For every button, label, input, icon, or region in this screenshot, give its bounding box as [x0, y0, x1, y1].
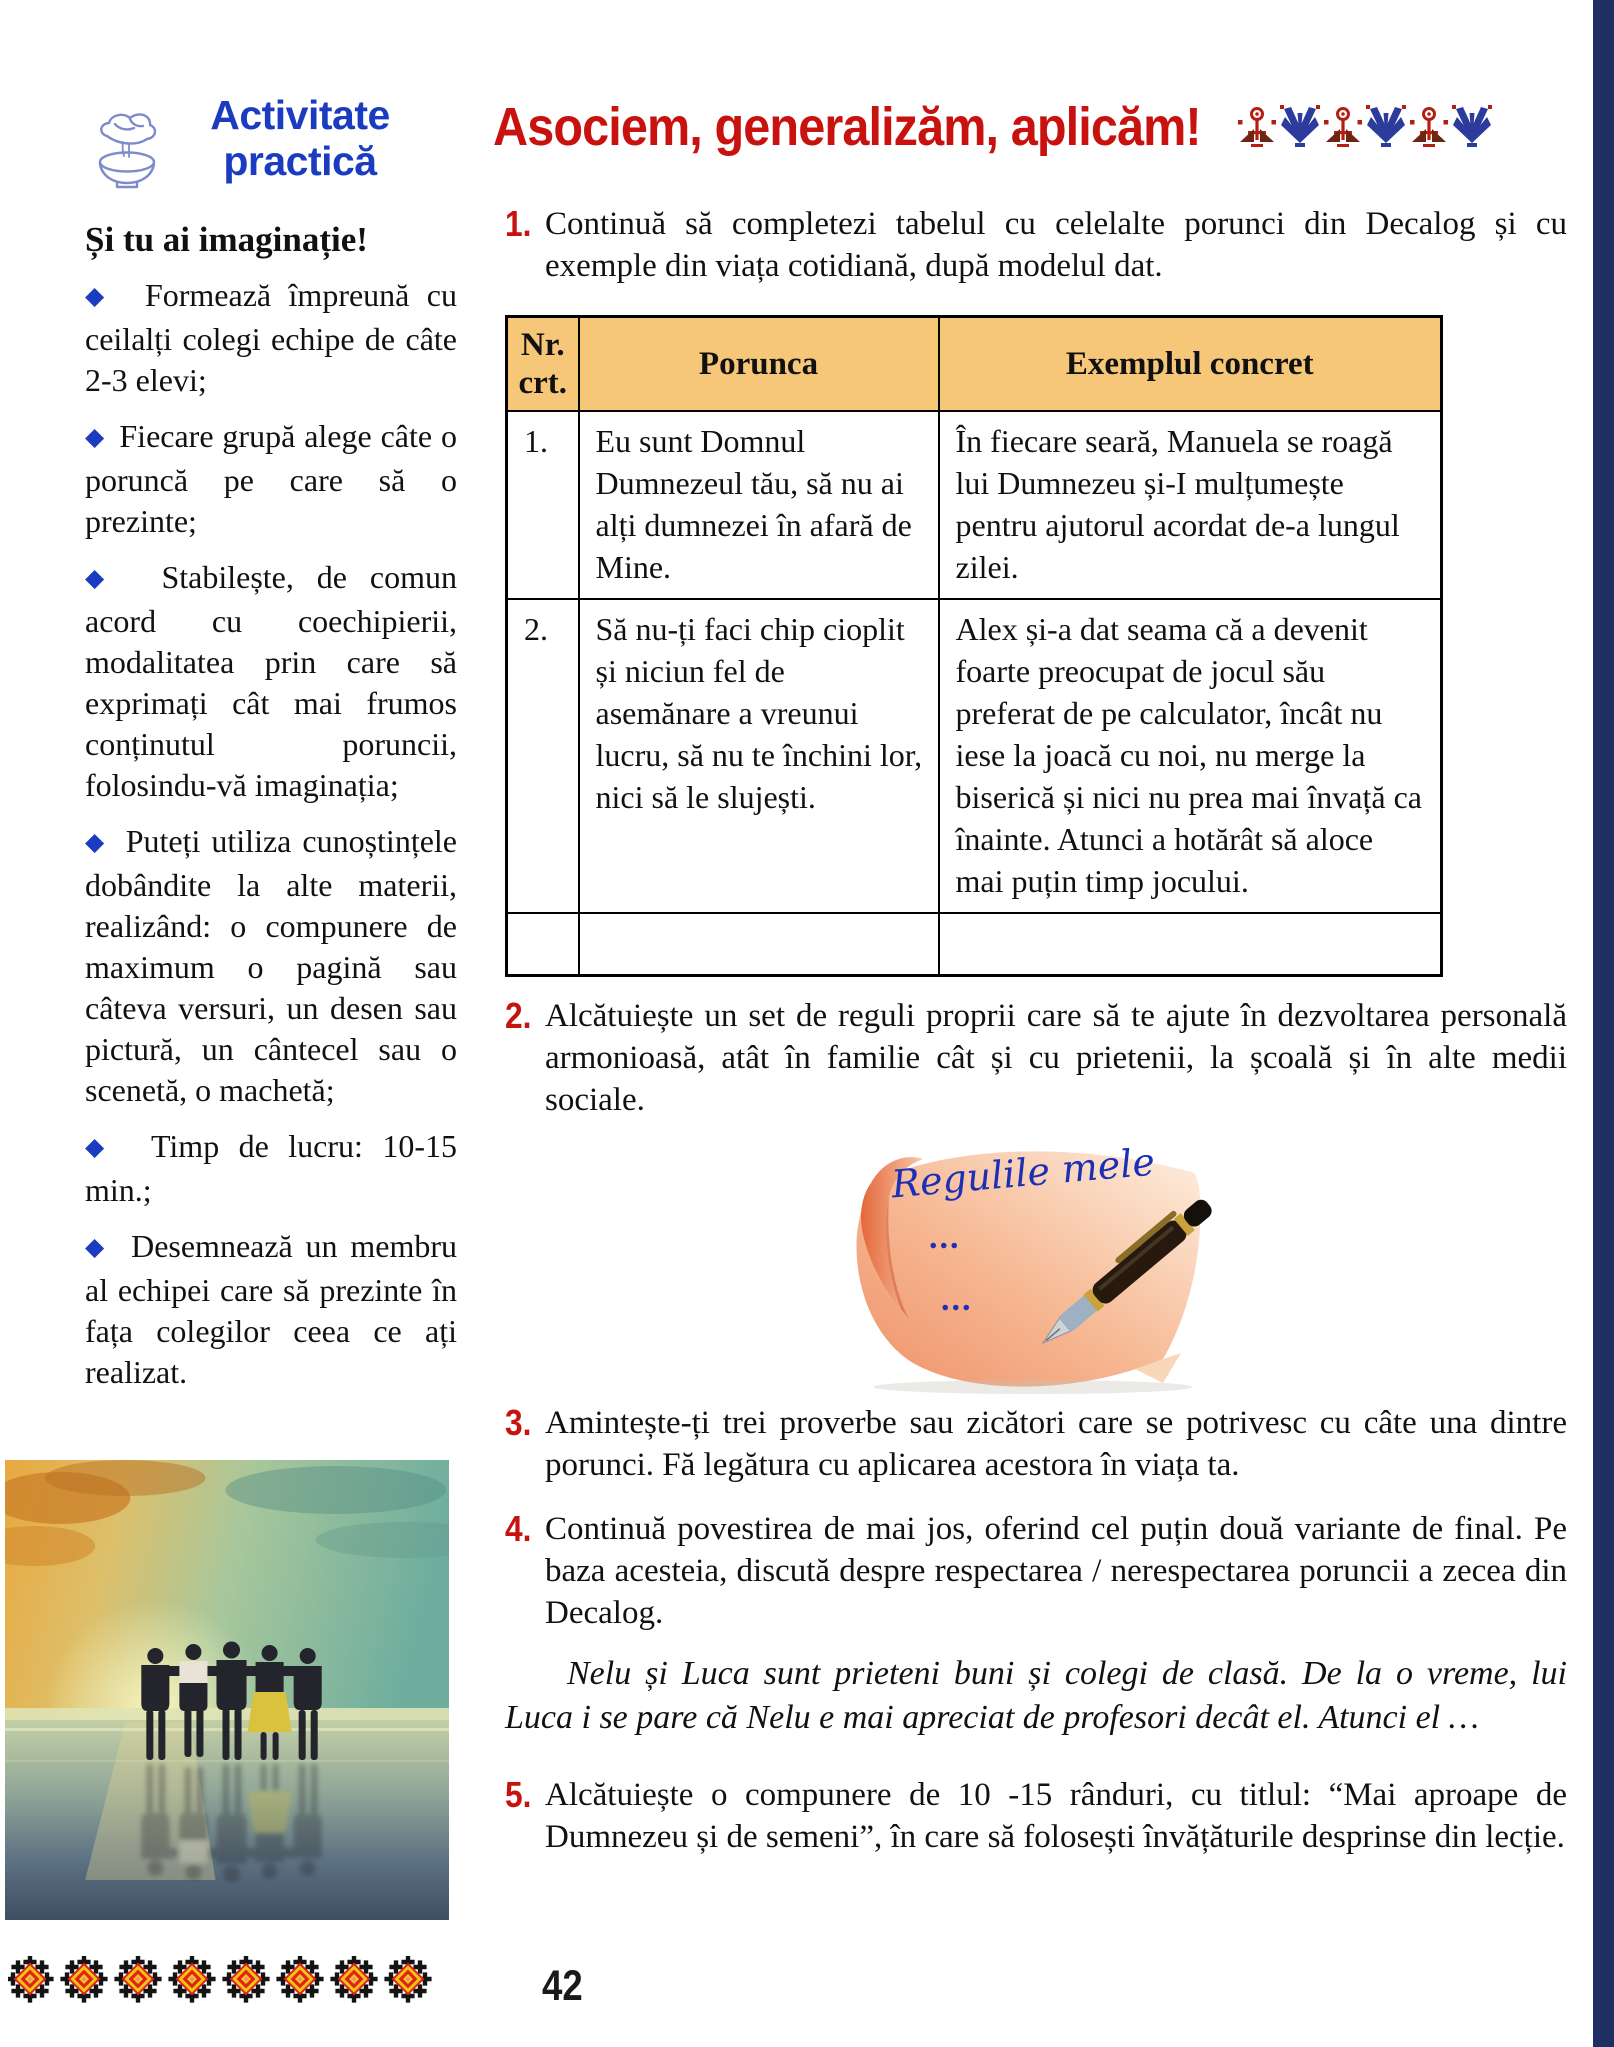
activity-header: [85, 92, 457, 190]
exercise-number: 1.: [505, 203, 532, 244]
folk-border-ornament: [1237, 103, 1495, 157]
table-row: [507, 411, 1442, 599]
scroll-placeholder-line: ...: [941, 1281, 973, 1318]
decalog-table: [505, 315, 1443, 977]
cell-porunca: [579, 913, 939, 976]
exercise-text: Amintește-ți trei proverbe sau zicători care se potrivesc cu câte una dintre porunci. Fă legătura cu aplicarea acestora în viața ta.: [545, 1405, 1567, 1483]
cell-nr: 2.: [507, 599, 579, 913]
exercise-item-1: [505, 203, 1567, 287]
exercise-text: Alcătuiește un set de reguli proprii care să te ajute în dezvoltarea personală armonioasă, atât în familie cât și cu prietenii, la școală și în alte medii sociale.: [545, 998, 1567, 1118]
sidebar-heading: Și tu ai imaginație!: [85, 220, 368, 259]
practice-step: ◆ Timp de lucru: 10-15 min.;: [85, 1126, 457, 1211]
page-number: 42: [542, 1962, 583, 2010]
table-row: [507, 599, 1442, 913]
practice-step: ◆ Puteți utiliza cunoștințele dobândite la alte materii, realizând: o compunere de maximum o pagină sau câteva versuri, un desen sau pictură, un cântecel sau o scenetă, o machetă;: [85, 821, 457, 1111]
exercise-item-5: [505, 1774, 1567, 1858]
hand-washing-icon: [85, 106, 177, 190]
scroll-placeholder-line: ...: [929, 1219, 961, 1256]
practice-step: ◆ Formează împreună cu ceilalți colegi echipe de câte 2-3 elevi;: [85, 275, 457, 401]
exercise-item-4: [505, 1508, 1567, 1634]
table-header-row: [507, 317, 1442, 412]
exercise-number: 3.: [505, 1402, 532, 1443]
exercise-text: Continuă să completezi tabelul cu celelalte porunci din Decalog și cu exemple din viața cotidiană, după modelul dat.: [545, 206, 1567, 284]
cell-exemplu: Alex și-a dat seama că a devenit foarte preocupat de jocul său preferat de pe calculator, încât nu iese la joacă cu noi, nu merge la biserică și nici nu prea mai învață ca înainte. Atunci a hotărât să aloce mai puțin timp jocului.: [939, 599, 1442, 913]
exercise-number: 5.: [505, 1774, 532, 1815]
practice-step: ◆ Fiecare grupă alege câte o poruncă pe care să o prezinte;: [85, 416, 457, 542]
exercises-section: [493, 95, 1567, 1858]
activity-title: [185, 92, 415, 184]
exercise-number: 2.: [505, 995, 532, 1036]
exercise-number: 4.: [505, 1508, 532, 1549]
activity-title-line2: practică: [223, 138, 377, 184]
page-edge-bar: [1593, 0, 1614, 2047]
table-row-empty: [507, 913, 1442, 976]
section-title-row: [493, 95, 1567, 161]
exercise-text: Alcătuiește o compunere de 10 -15 rânduri, cu titlul: “Mai aproape de Dumnezeu și de semeni”, în care să folosești învățăturile desprinse din lecție.: [545, 1777, 1567, 1855]
exercise-item-2: [505, 995, 1567, 1121]
cell-porunca: Eu sunt Domnul Dumnezeul tău, să nu ai alți dumnezei în afară de Mine.: [579, 411, 939, 599]
cell-exemplu: [939, 913, 1442, 976]
scroll-title: Regulile mele: [889, 1139, 1157, 1207]
cell-nr: [507, 913, 579, 976]
practice-step: ◆ Stabilește, de comun acord cu coechipierii, modalitatea prin care să exprimați cât mai frumos conținutul poruncii, folosindu-vă imaginația;: [85, 557, 457, 806]
section-title: Asociem, generalizăm, aplicăm!: [493, 97, 1201, 157]
table-header-nr: Nr. crt.: [507, 317, 579, 412]
rules-scroll-illustration: [743, 1131, 1213, 1396]
beach-friends-photo: [5, 1460, 449, 1920]
table-header-exemplu: Exemplul concret: [939, 317, 1442, 412]
exercise-text: Continuă povestirea de mai jos, oferind cel puțin două variante de final. Pe baza acesteia, discută despre respectarea / nerespectarea poruncii a zecea din Decalog.: [545, 1511, 1567, 1631]
practice-activity-sidebar: [85, 92, 457, 1393]
folk-footer-ornament: [8, 1956, 444, 2006]
exercise-item-3: [505, 1402, 1567, 1486]
story-excerpt: Nelu și Luca sunt prieteni buni și colegi de clasă. De la o vreme, lui Luca i se pare că Nelu e mai apreciat de profesori decât el. Atunci el …: [505, 1655, 1567, 1736]
practice-step: ◆ Desemnează un membru al echipei care să prezinte în fața colegilor ceea ce ați realizat.: [85, 1226, 457, 1393]
table-header-porunca: Porunca: [579, 317, 939, 412]
cell-porunca: Să nu-ți faci chip cioplit și niciun fel de asemănare a vreunui lucru, să nu te închini lor, nici să le slujești.: [579, 599, 939, 913]
cell-exemplu: În fiecare seară, Manuela se roagă lui Dumnezeu și-I mulțumește pentru ajutorul acordat de-a lungul zilei.: [939, 411, 1442, 599]
activity-title-line1: Activitate: [210, 92, 390, 138]
cell-nr: 1.: [507, 411, 579, 599]
